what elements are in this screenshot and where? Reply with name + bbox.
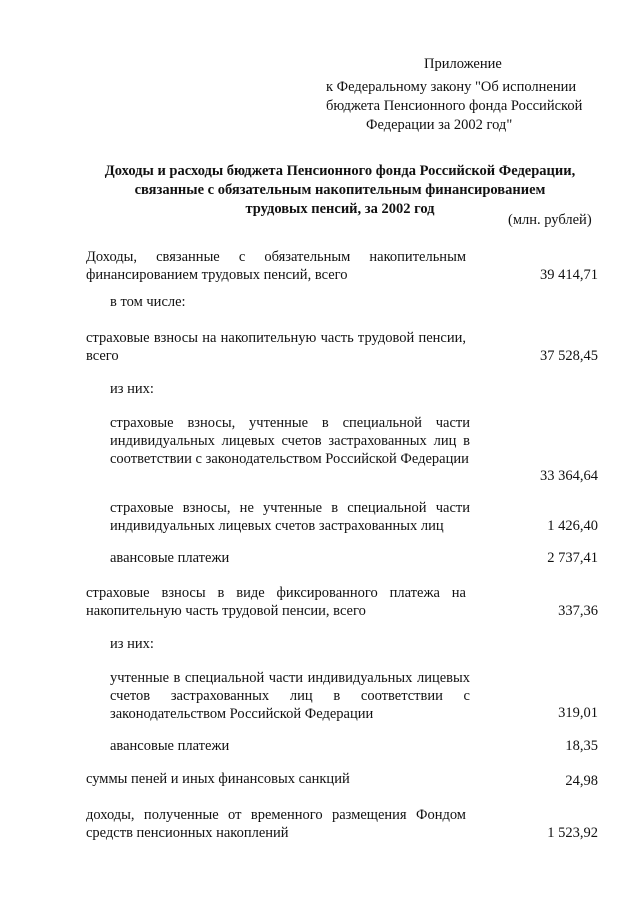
row-text: учтенные в специальной части индивидуальных лицевых счетов застрахованных лиц в соответствии с законодательством Российской Федерации xyxy=(110,670,470,722)
row-value: 18,35 xyxy=(565,738,598,754)
row-value: 337,36 xyxy=(558,603,598,619)
row-value: 2 737,41 xyxy=(547,550,598,566)
document-title xyxy=(80,162,600,219)
document-title-line: трудовых пенсий, за 2002 год xyxy=(245,201,435,217)
document-title-line: Доходы и расходы бюджета Пенсионного фонда Российской Федерации, xyxy=(104,163,576,179)
row-text: страховые взносы, учтенные в специальной части индивидуальных лицевых счетов застрахованных лиц в соответствии с законодательством Российской Федерации xyxy=(110,415,470,467)
row-text: доходы, полученные от временного размещения Фондом средств пенсионных накоплений xyxy=(86,807,466,841)
row-text: авансовые платежи xyxy=(110,738,230,754)
row-value: 33 364,64 xyxy=(540,468,598,484)
table-row xyxy=(110,737,229,755)
table-row xyxy=(110,380,154,398)
table-row xyxy=(110,669,470,723)
annex-reference-line: бюджета Пенсионного фонда Российской xyxy=(326,98,583,114)
table-row xyxy=(86,584,466,620)
table-row xyxy=(86,248,466,284)
annex-reference xyxy=(326,78,616,135)
row-value: 39 414,71 xyxy=(540,267,598,283)
table-row xyxy=(110,414,470,468)
row-text: в том числе: xyxy=(110,294,186,310)
row-text: авансовые платежи xyxy=(110,550,230,566)
row-value: 24,98 xyxy=(565,773,598,789)
table-row xyxy=(86,329,466,365)
row-value: 1 523,92 xyxy=(547,825,598,841)
row-text: страховые взносы, не учтенные в специальной части индивидуальных лицевых счетов застрахованных лиц xyxy=(110,500,470,534)
units-label: (млн. рублей) xyxy=(508,212,592,228)
row-text: страховые взносы в виде фиксированного платежа на накопительную часть трудовой пенсии, всего xyxy=(86,585,466,619)
table-row xyxy=(110,549,229,567)
document-title-line: связанные с обязательным накопительным финансированием xyxy=(134,182,546,198)
row-text: из них: xyxy=(110,381,154,397)
row-text: из них: xyxy=(110,636,154,652)
row-text: суммы пеней и иных финансовых санкций xyxy=(86,771,350,787)
table-row xyxy=(110,635,154,653)
table-row xyxy=(86,770,350,788)
table-row xyxy=(110,293,186,311)
annex-reference-line: к Федеральному закону "Об исполнении xyxy=(326,79,577,95)
table-row xyxy=(110,499,470,535)
row-value: 1 426,40 xyxy=(547,518,598,534)
annex-reference-line: Федерации за 2002 год" xyxy=(366,117,513,133)
row-text: страховые взносы на накопительную часть трудовой пенсии, всего xyxy=(86,330,466,364)
row-value: 319,01 xyxy=(558,705,598,721)
table-row xyxy=(86,806,466,842)
row-text: Доходы, связанные с обязательным накопительным финансированием трудовых пенсий, всего xyxy=(86,249,466,283)
annex-title: Приложение xyxy=(424,56,502,72)
row-value: 37 528,45 xyxy=(540,348,598,364)
